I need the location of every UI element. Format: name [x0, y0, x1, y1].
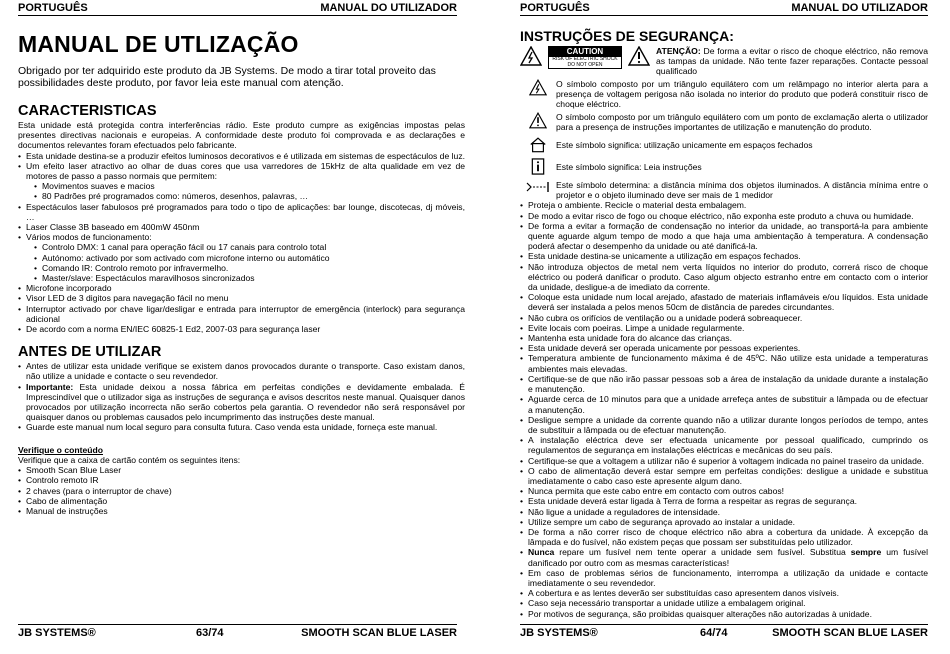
list-item: • Espectáculos laser fabulosos pré programados para todo o tipo de aplicações: bar lounge, discotecas, dj móveis, …	[18, 202, 465, 222]
list-item: • Nunca permita que este cabo entre em contacto com outros cabos!	[520, 486, 928, 496]
exclamation-triangle-icon	[529, 112, 547, 131]
list-item: • Laser Classe 3B baseado em 400mW 450nm	[18, 222, 465, 232]
list-item: • Temperatura ambiente de funcionamento máxima é de 45ºC. Não utilize esta unidade a temperaturas ambientes mais elevadas.	[520, 353, 928, 373]
before-use-heading: ANTES DE UTILIZAR	[18, 344, 162, 361]
sub-list	[18, 242, 465, 283]
read-instructions-icon	[530, 158, 546, 177]
page-header	[520, 0, 928, 16]
list-item: • Não introduza objectos de metal nem verta líquidos no interior do produto, correrá risco de choque eléctrico ou poderá danificar o produto. Caso algum objecto estranho entre em contacto com o interior da unidade, desligue-a de imediato da corrente.	[520, 262, 928, 293]
page-footer	[18, 624, 457, 643]
list-item: • A cobertura e as lentes deverão ser substituídas caso apresentem danos visíveis.	[520, 588, 928, 598]
caution-label-box	[548, 46, 622, 69]
characteristics-list	[18, 151, 465, 182]
exclamation-warning-icon	[628, 46, 650, 68]
list-item: • Controlo DMX: 1 canal para operação fácil ou 17 canais para controlo total	[34, 242, 465, 252]
lightning-triangle-icon	[529, 79, 547, 98]
footer-product: SMOOTH SCAN BLUE LASER	[301, 627, 457, 639]
list-item: • Antes de utilizar esta unidade verifique se existem danos provocados durante o transporte. Caso existam danos, não utilize a unidade e contacte o seu revendedor.	[18, 361, 465, 381]
minimum-distance-icon	[525, 180, 551, 196]
list-item: • Esta unidade destina-se a produzir efeitos luminosos decorativos e é utilizada em sistemas de espectáculos de luz.	[18, 151, 465, 161]
characteristics-text: Esta unidade está protegida contra interferências rádio. Este produto cumpre as exigências impostas pelas presentes directivas nacionais e europeias. A conformidade deste produto foi comprovada e as declarações e documentos relevantes foram efectuados pelo fabricante.	[18, 120, 465, 151]
list-item: • Mantenha esta unidade fora do alcance das crianças.	[520, 333, 928, 343]
attention-body: De forma a evitar o risco de choque eléctrico, não remova as tampas da unidade. Não tente fazer reparações. Contacte pessoal qualificado	[656, 46, 928, 77]
fuse-text: um fusível danificado por outro com as mesmas características!	[528, 547, 928, 568]
list-item: • Desligue sempre a unidade da corrente quando não a utilizar durante longos períodos de tempo, antes de substituir a lâmpada ou de efectuar manutenção.	[520, 415, 928, 435]
list-item: • Não cubra os orifícios de ventilação ou a unidade poderá sobreaquecer.	[520, 313, 928, 323]
header-title: MANUAL DO UTILIZADOR	[791, 2, 928, 14]
list-item: • Coloque esta unidade num local arejado, afastado de materiais inflamáveis e/ou líquidos. Esta unidade deverá ser instalada a pelos menos 50cm de distância de paredes circundantes.	[520, 292, 928, 312]
list-item: • Evite locais com poeiras. Limpe a unidade regularmente.	[520, 323, 928, 333]
attention-label: ATENÇÃO:	[656, 46, 701, 56]
list-item: • O cabo de alimentação deverá estar sempre em perfeitas condições: desligue a unidade e substitua imediatamente o cabo caso este apresente algum dano.	[520, 466, 928, 486]
list-item: • Utilize sempre um cabo de segurança aprovado ao instalar a unidade.	[520, 517, 928, 527]
list-item: • Vários modos de funcionamento:	[18, 232, 465, 242]
list-item: • Certifique-se de que não irão passar pessoas sob a área de instalação da unidade durante a instalação e manutenção.	[520, 374, 928, 394]
list-item	[18, 382, 465, 423]
safety-list	[520, 200, 928, 618]
list-item: • Master/slave: Espectáculos maravilhosos sincronizados	[34, 273, 465, 283]
list-item: • De forma a não correr risco de choque eléctrico não abra a cobertura da unidade. À excepção da lâmpada e do fusível, não existem peças que possam ser substituídas pelo utilizador.	[520, 527, 928, 547]
list-item: • Certifique-se que a voltagem a utilizar não é superior à voltagem indicada no painel traseiro da unidade.	[520, 456, 928, 466]
page-body	[18, 24, 465, 516]
characteristics-list	[18, 202, 465, 243]
footer-brand: JB SYSTEMS®	[18, 627, 96, 639]
list-item: • Esta unidade deverá estar ligada à Terra de forma a respeitar as regras de segurança.	[520, 496, 928, 506]
list-item: • Visor LED de 3 digitos para navegação fácil no menu	[18, 293, 465, 303]
manual-title: MANUAL DE UTLIZAÇÃO	[18, 31, 299, 57]
list-item: • Guarde este manual num local seguro para consulta futura. Caso venda esta unidade, forneça este manual.	[18, 422, 465, 432]
list-item: • Controlo remoto IR	[18, 475, 465, 485]
safety-heading: INSTRUÇÕES DE SEGURANÇA:	[520, 28, 734, 44]
symbol-description: Este símbolo significa: utilização unicamente em espaços fechados	[556, 140, 813, 151]
characteristics-heading: CARACTERISTICAS	[18, 103, 157, 119]
list-item: • De acordo com a norma EN/IEC 60825-1 Ed2, 2007-03 para segurança laser	[18, 324, 465, 334]
list-item: • Smooth Scan Blue Laser	[18, 465, 465, 475]
sub-list	[18, 181, 465, 201]
list-item: • Cabo de alimentação	[18, 496, 465, 506]
symbol-row	[520, 158, 928, 177]
footer-product: SMOOTH SCAN BLUE LASER	[772, 627, 928, 639]
header-language: PORTUGUÊS	[520, 2, 590, 14]
list-item: • De forma a evitar a formação de condensação no interior da unidade, ao transportá-la para ambiente quente aguarde algum tempo de modo a que haja uma ambientação à temperatura. A condensação poderá afectar o desempenho da unidade ou até danificá-la.	[520, 221, 928, 252]
intro-paragraph: Obrigado por ter adquirido este produto da JB Systems. De modo a tirar total proveito das possibilidades deste produto, por favor leia este manual com atenção.	[18, 65, 436, 89]
right-page	[475, 0, 950, 654]
caution-label: CAUTION	[549, 47, 621, 57]
list-item: • A instalação eléctrica deve ser efectuada unicamente por pessoal qualificado, cumprindo os regulamentos de segurança em instalações eléctricas e mecânicas do seu país.	[520, 435, 928, 455]
caution-line-1: RISK OF ELECTRIC SHOCK	[552, 56, 618, 62]
indoor-house-icon	[529, 136, 547, 155]
before-use-list	[18, 361, 465, 432]
important-text: Esta unidade deixou a nossa fábrica em perfeitas condições e devidamente embalada. É Imprescindível que o utilizador siga as instruções de segurança e avisos descritos neste manual. Quaisquer danos provocados por utilização incorrecta não serão cobertos pela garantia. O revendedor não será responsável por quaisquer danos ou problemas causados pelo incumprimento das instruções deste manual.	[26, 381, 465, 423]
list-item: • Caso seja necessário transportar a unidade utilize a embalagem original.	[520, 598, 928, 608]
list-item: • 80 Padrões pré programados como: números, desenhos, palavras, …	[34, 191, 465, 201]
fuse-text: repare um fusível nem tente operar a unidade sem fusível. Substitua	[554, 547, 851, 558]
emphasis: Nunca	[528, 547, 555, 558]
list-item: • Comando IR: Controlo remoto por infravermelho.	[34, 263, 465, 273]
list-item: • Autónomo: activado por som activado com microfone interno ou automático	[34, 253, 465, 263]
list-item: • Manual de instruções	[18, 506, 465, 516]
footer-brand: JB SYSTEMS®	[520, 627, 598, 639]
list-item: • Em caso de problemas sérios de funcionamento, interrompa a utilização da unidade e contacte imediatamente o seu revendedor.	[520, 568, 928, 588]
important-label: Importante:	[26, 381, 74, 392]
symbol-description: Este símbolo determina: a distância mínima dos objetos iluminados. A distância mínima entre o projetor e o objeto iluminado deve ser mais de 1 medidor	[556, 180, 928, 201]
page-number: 63/74	[196, 627, 224, 639]
caution-block	[520, 46, 928, 77]
list-item: • Um efeito laser atractivo ao olhar de duas cores que usa varredores de 15kHz de alta qualidade em vez de motores de passo a passo normais que permitem:	[18, 161, 465, 181]
header-language: PORTUGUÊS	[18, 2, 88, 14]
symbol-row	[520, 136, 928, 155]
list-item: • 2 chaves (para o interruptor de chave)	[18, 486, 465, 496]
page-header	[18, 0, 457, 16]
symbol-row	[520, 112, 928, 132]
list-item: • De modo a evitar risco de fogo ou choque eléctrico, não exponha este produto a chuva ou humidade.	[520, 211, 928, 221]
header-title: MANUAL DO UTILIZADOR	[320, 2, 457, 14]
list-item: • Esta unidade deverá ser operada unicamente por pessoas experientes.	[520, 343, 928, 353]
list-item: • Esta unidade destina-se unicamente a utilização em espaços fechados.	[520, 251, 928, 261]
list-item: • Aguarde cerca de 10 minutos para que a unidade arrefeça antes de substituir a lâmpada ou de efectuar a manutenção.	[520, 394, 928, 414]
characteristics-list	[18, 283, 465, 334]
symbol-description: Este símbolo significa: Leia instruções	[556, 162, 702, 173]
symbol-row	[520, 180, 928, 200]
contents-text: Verifique que a caixa de cartão contém os seguintes itens:	[18, 454, 241, 465]
attention-text	[656, 46, 928, 77]
list-item: • Movimentos suaves e macios	[34, 181, 465, 191]
contents-heading: Verifique o conteúdo	[18, 444, 103, 455]
symbol-row	[520, 79, 928, 110]
page-footer	[520, 624, 928, 643]
list-item	[520, 547, 928, 567]
caution-line-2: DO NOT OPEN	[567, 61, 603, 68]
symbol-description: O símbolo composto por um triângulo equilátero com um ponto de exclamação alerta o utilizador para a presença de instruções importantes de utilização e manutenção do produto.	[556, 112, 928, 133]
list-item: • Interruptor activado por chave ligar/desligar e entrada para interruptor de emergência (interlock) para segurança adicional	[18, 304, 465, 324]
contents-list	[18, 465, 465, 516]
list-item: • Microfone incorporado	[18, 283, 465, 293]
lightning-warning-icon	[520, 46, 542, 68]
list-item: • Por motivos de segurança, são proibidas quaisquer alterações não autorizadas à unidade.	[520, 609, 928, 619]
list-item: • Não ligue a unidade a reguladores de intensidade.	[520, 507, 928, 517]
emphasis: sempre	[850, 547, 882, 558]
page-body	[520, 28, 928, 619]
list-item: • Proteja o ambiente. Recicle o material desta embalagem.	[520, 200, 928, 210]
symbol-description: O símbolo composto por um triângulo equilátero com um relâmpago no interior alerta para a presença de voltagem perigosa não isolada no interior do produto que poderá constituir risco de choque eléctrico.	[556, 78, 928, 110]
page-number: 64/74	[700, 627, 728, 639]
